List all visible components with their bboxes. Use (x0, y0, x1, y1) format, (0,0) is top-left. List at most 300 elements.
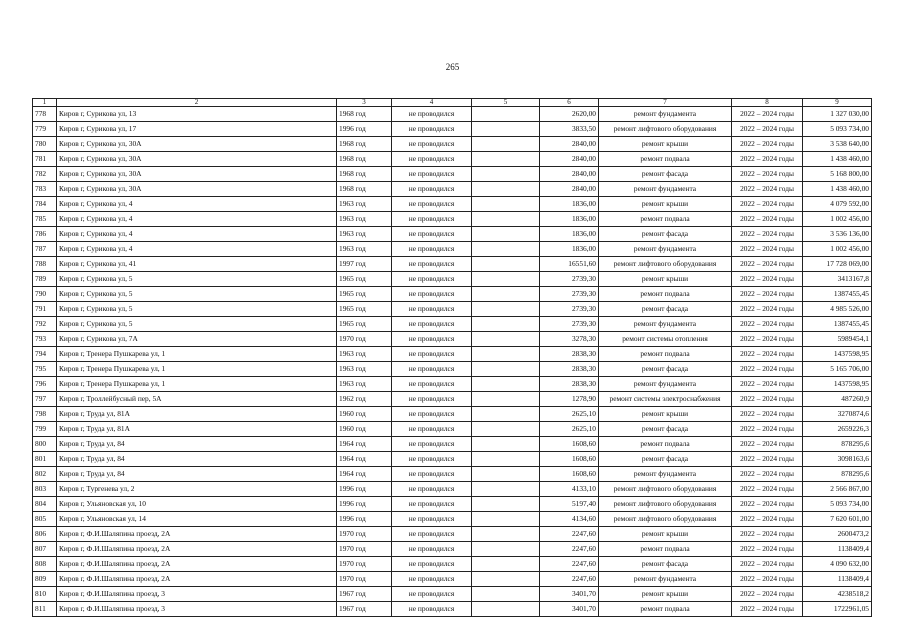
header-cell-5: 5 (472, 99, 540, 107)
address-cell: Киров г, Сурикова ул, 30А (57, 182, 337, 197)
address-cell: Киров г, Ф.И.Шаляпина проезд, 2А (57, 572, 337, 587)
row-number-cell: 782 (33, 167, 57, 182)
row-number-cell: 806 (33, 527, 57, 542)
cost-cell: 1387455,45 (803, 317, 872, 332)
build-year-cell: 1970 год (337, 527, 392, 542)
cost-cell: 5 093 734,00 (803, 122, 872, 137)
area-cell: 2840,00 (540, 137, 599, 152)
work-type-cell: ремонт фундамента (599, 107, 732, 122)
period-cell: 2022 – 2024 годы (732, 152, 803, 167)
address-cell: Киров г, Труда ул, 84 (57, 437, 337, 452)
work-type-cell: ремонт фасада (599, 227, 732, 242)
cost-cell: 1 002 456,00 (803, 242, 872, 257)
last-repair-cell: не проводился (392, 452, 472, 467)
last-repair-cell: не проводился (392, 407, 472, 422)
address-cell: Киров г, Тренера Пушкарева ул, 1 (57, 347, 337, 362)
period-cell: 2022 – 2024 годы (732, 572, 803, 587)
area-cell: 16551,60 (540, 257, 599, 272)
last-repair-cell: не проводился (392, 137, 472, 152)
table-row (33, 317, 872, 332)
build-year-cell: 1965 год (337, 287, 392, 302)
period-cell: 2022 – 2024 годы (732, 257, 803, 272)
last-repair-cell: не проводился (392, 572, 472, 587)
empty-column-cell (472, 377, 540, 392)
cost-cell: 2600473,2 (803, 527, 872, 542)
row-number-cell: 796 (33, 377, 57, 392)
empty-column-cell (472, 512, 540, 527)
address-cell: Киров г, Тренера Пушкарева ул, 1 (57, 362, 337, 377)
build-year-cell: 1965 год (337, 302, 392, 317)
table-row (33, 152, 872, 167)
address-cell: Киров г, Сурикова ул, 7А (57, 332, 337, 347)
work-type-cell: ремонт крыши (599, 527, 732, 542)
empty-column-cell (472, 152, 540, 167)
area-cell: 3278,30 (540, 332, 599, 347)
area-cell: 2247,60 (540, 542, 599, 557)
table-row (33, 302, 872, 317)
empty-column-cell (472, 602, 540, 617)
row-number-cell: 797 (33, 392, 57, 407)
period-cell: 2022 – 2024 годы (732, 587, 803, 602)
table-row (33, 542, 872, 557)
period-cell: 2022 – 2024 годы (732, 107, 803, 122)
area-cell: 1278,90 (540, 392, 599, 407)
area-cell: 2840,00 (540, 167, 599, 182)
row-number-cell: 785 (33, 212, 57, 227)
build-year-cell: 1963 год (337, 377, 392, 392)
area-cell: 1608,60 (540, 437, 599, 452)
row-number-cell: 794 (33, 347, 57, 362)
work-type-cell: ремонт фасада (599, 362, 732, 377)
empty-column-cell (472, 452, 540, 467)
empty-column-cell (472, 182, 540, 197)
work-type-cell: ремонт подвала (599, 287, 732, 302)
cost-cell: 4238518,2 (803, 587, 872, 602)
table-row (33, 437, 872, 452)
build-year-cell: 1968 год (337, 167, 392, 182)
build-year-cell: 1962 год (337, 392, 392, 407)
address-cell: Киров г, Ф.И.Шаляпина проезд, 3 (57, 587, 337, 602)
work-type-cell: ремонт подвала (599, 437, 732, 452)
cost-cell: 1 438 460,00 (803, 152, 872, 167)
empty-column-cell (472, 227, 540, 242)
empty-column-cell (472, 497, 540, 512)
period-cell: 2022 – 2024 годы (732, 362, 803, 377)
work-type-cell: ремонт подвала (599, 152, 732, 167)
period-cell: 2022 – 2024 годы (732, 242, 803, 257)
header-cell-6: 6 (540, 99, 599, 107)
work-type-cell: ремонт системы отопления (599, 332, 732, 347)
work-type-cell: ремонт фасада (599, 302, 732, 317)
period-cell: 2022 – 2024 годы (732, 467, 803, 482)
build-year-cell: 1968 год (337, 152, 392, 167)
area-cell: 2620,00 (540, 107, 599, 122)
row-number-cell: 795 (33, 362, 57, 377)
table-row (33, 482, 872, 497)
cost-cell: 4 985 526,00 (803, 302, 872, 317)
area-cell: 1608,60 (540, 452, 599, 467)
address-cell: Киров г, Тургенева ул, 2 (57, 482, 337, 497)
row-number-cell: 788 (33, 257, 57, 272)
period-cell: 2022 – 2024 годы (732, 542, 803, 557)
area-cell: 2739,30 (540, 272, 599, 287)
address-cell: Киров г, Сурикова ул, 30А (57, 152, 337, 167)
area-cell: 2625,10 (540, 422, 599, 437)
table-row (33, 377, 872, 392)
table-row (33, 122, 872, 137)
empty-column-cell (472, 212, 540, 227)
row-number-cell: 778 (33, 107, 57, 122)
build-year-cell: 1968 год (337, 107, 392, 122)
work-type-cell: ремонт лифтового оборудования (599, 257, 732, 272)
address-cell: Киров г, Тренера Пушкарева ул, 1 (57, 377, 337, 392)
last-repair-cell: не проводился (392, 212, 472, 227)
area-cell: 2739,30 (540, 287, 599, 302)
cost-cell: 1437598,95 (803, 377, 872, 392)
table-row (33, 167, 872, 182)
row-number-cell: 802 (33, 467, 57, 482)
table-row (33, 182, 872, 197)
repair-registry-table (32, 98, 872, 617)
empty-column-cell (472, 422, 540, 437)
work-type-cell: ремонт крыши (599, 407, 732, 422)
empty-column-cell (472, 572, 540, 587)
last-repair-cell: не проводился (392, 167, 472, 182)
cost-cell: 1138409,4 (803, 572, 872, 587)
work-type-cell: ремонт крыши (599, 137, 732, 152)
work-type-cell: ремонт фасада (599, 422, 732, 437)
row-number-cell: 792 (33, 317, 57, 332)
row-number-cell: 783 (33, 182, 57, 197)
address-cell: Киров г, Сурикова ул, 4 (57, 227, 337, 242)
work-type-cell: ремонт фундамента (599, 467, 732, 482)
table-row (33, 497, 872, 512)
build-year-cell: 1996 год (337, 482, 392, 497)
row-number-cell: 789 (33, 272, 57, 287)
period-cell: 2022 – 2024 годы (732, 272, 803, 287)
empty-column-cell (472, 107, 540, 122)
work-type-cell: ремонт фундамента (599, 317, 732, 332)
last-repair-cell: не проводился (392, 467, 472, 482)
row-number-cell: 798 (33, 407, 57, 422)
build-year-cell: 1996 год (337, 497, 392, 512)
work-type-cell: ремонт подвала (599, 212, 732, 227)
period-cell: 2022 – 2024 годы (732, 332, 803, 347)
table-row (33, 557, 872, 572)
row-number-cell: 804 (33, 497, 57, 512)
cost-cell: 1437598,95 (803, 347, 872, 362)
cost-cell: 878295,6 (803, 437, 872, 452)
empty-column-cell (472, 287, 540, 302)
period-cell: 2022 – 2024 годы (732, 512, 803, 527)
address-cell: Киров г, Сурикова ул, 4 (57, 212, 337, 227)
cost-cell: 3413167,8 (803, 272, 872, 287)
table-row (33, 347, 872, 362)
build-year-cell: 1970 год (337, 572, 392, 587)
last-repair-cell: не проводился (392, 527, 472, 542)
row-number-cell: 805 (33, 512, 57, 527)
last-repair-cell: не проводился (392, 107, 472, 122)
cost-cell: 1722961,05 (803, 602, 872, 617)
period-cell: 2022 – 2024 годы (732, 527, 803, 542)
build-year-cell: 1970 год (337, 557, 392, 572)
cost-cell: 3 536 136,00 (803, 227, 872, 242)
address-cell: Киров г, Сурикова ул, 4 (57, 197, 337, 212)
build-year-cell: 1965 год (337, 272, 392, 287)
empty-column-cell (472, 122, 540, 137)
build-year-cell: 1996 год (337, 512, 392, 527)
table-row (33, 242, 872, 257)
address-cell: Киров г, Ф.И.Шаляпина проезд, 2А (57, 527, 337, 542)
empty-column-cell (472, 167, 540, 182)
header-cell-3: 3 (337, 99, 392, 107)
header-cell-2: 2 (57, 99, 337, 107)
area-cell: 2838,30 (540, 347, 599, 362)
area-cell: 1836,00 (540, 242, 599, 257)
build-year-cell: 1996 год (337, 122, 392, 137)
table-row (33, 422, 872, 437)
address-cell: Киров г, Сурикова ул, 30А (57, 167, 337, 182)
table-row (33, 227, 872, 242)
cost-cell: 1 438 460,00 (803, 182, 872, 197)
empty-column-cell (472, 467, 540, 482)
work-type-cell: ремонт подвала (599, 542, 732, 557)
build-year-cell: 1963 год (337, 362, 392, 377)
address-cell: Киров г, Труда ул, 84 (57, 452, 337, 467)
period-cell: 2022 – 2024 годы (732, 287, 803, 302)
address-cell: Киров г, Сурикова ул, 4 (57, 242, 337, 257)
address-cell: Киров г, Сурикова ул, 5 (57, 302, 337, 317)
address-cell: Киров г, Ф.И.Шаляпина проезд, 3 (57, 602, 337, 617)
last-repair-cell: не проводился (392, 347, 472, 362)
last-repair-cell: не проводился (392, 152, 472, 167)
address-cell: Киров г, Сурикова ул, 5 (57, 272, 337, 287)
build-year-cell: 1970 год (337, 542, 392, 557)
area-cell: 3833,50 (540, 122, 599, 137)
empty-column-cell (472, 302, 540, 317)
last-repair-cell: не проводился (392, 437, 472, 452)
last-repair-cell: не проводился (392, 332, 472, 347)
header-cell-7: 7 (599, 99, 732, 107)
header-cell-9: 9 (803, 99, 872, 107)
work-type-cell: ремонт лифтового оборудования (599, 512, 732, 527)
work-type-cell: ремонт подвала (599, 602, 732, 617)
area-cell: 2625,10 (540, 407, 599, 422)
last-repair-cell: не проводился (392, 227, 472, 242)
period-cell: 2022 – 2024 годы (732, 482, 803, 497)
area-cell: 3401,70 (540, 587, 599, 602)
empty-column-cell (472, 407, 540, 422)
last-repair-cell: не проводился (392, 392, 472, 407)
header-cell-1: 1 (33, 99, 57, 107)
cost-cell: 2 566 867,00 (803, 482, 872, 497)
period-cell: 2022 – 2024 годы (732, 227, 803, 242)
table-row (33, 572, 872, 587)
build-year-cell: 1963 год (337, 212, 392, 227)
build-year-cell: 1968 год (337, 182, 392, 197)
empty-column-cell (472, 272, 540, 287)
table-row (33, 272, 872, 287)
row-number-cell: 799 (33, 422, 57, 437)
build-year-cell: 1963 год (337, 227, 392, 242)
empty-column-cell (472, 362, 540, 377)
empty-column-cell (472, 257, 540, 272)
row-number-cell: 781 (33, 152, 57, 167)
work-type-cell: ремонт фундамента (599, 377, 732, 392)
period-cell: 2022 – 2024 годы (732, 392, 803, 407)
build-year-cell: 1967 год (337, 602, 392, 617)
row-number-cell: 807 (33, 542, 57, 557)
last-repair-cell: не проводился (392, 497, 472, 512)
area-cell: 2838,30 (540, 377, 599, 392)
address-cell: Киров г, Троллейбусный пер, 5А (57, 392, 337, 407)
last-repair-cell: не проводился (392, 362, 472, 377)
cost-cell: 1387455,45 (803, 287, 872, 302)
period-cell: 2022 – 2024 годы (732, 167, 803, 182)
build-year-cell: 1963 год (337, 197, 392, 212)
header-row (33, 99, 872, 107)
period-cell: 2022 – 2024 годы (732, 497, 803, 512)
last-repair-cell: не проводился (392, 287, 472, 302)
table-row (33, 212, 872, 227)
address-cell: Киров г, Сурикова ул, 30А (57, 137, 337, 152)
cost-cell: 4 079 592,00 (803, 197, 872, 212)
last-repair-cell: не проводился (392, 257, 472, 272)
last-repair-cell: не проводился (392, 272, 472, 287)
empty-column-cell (472, 347, 540, 362)
address-cell: Киров г, Ф.И.Шаляпина проезд, 2А (57, 542, 337, 557)
address-cell: Киров г, Сурикова ул, 13 (57, 107, 337, 122)
period-cell: 2022 – 2024 годы (732, 197, 803, 212)
cost-cell: 3270874,6 (803, 407, 872, 422)
build-year-cell: 1964 год (337, 452, 392, 467)
empty-column-cell (472, 392, 540, 407)
work-type-cell: ремонт подвала (599, 347, 732, 362)
address-cell: Киров г, Ульяновская ул, 10 (57, 497, 337, 512)
work-type-cell: ремонт фундамента (599, 572, 732, 587)
last-repair-cell: не проводился (392, 122, 472, 137)
empty-column-cell (472, 197, 540, 212)
row-number-cell: 779 (33, 122, 57, 137)
build-year-cell: 1960 год (337, 407, 392, 422)
period-cell: 2022 – 2024 годы (732, 437, 803, 452)
period-cell: 2022 – 2024 годы (732, 137, 803, 152)
build-year-cell: 1964 год (337, 467, 392, 482)
period-cell: 2022 – 2024 годы (732, 377, 803, 392)
empty-column-cell (472, 332, 540, 347)
row-number-cell: 780 (33, 137, 57, 152)
row-number-cell: 809 (33, 572, 57, 587)
empty-column-cell (472, 242, 540, 257)
row-number-cell: 811 (33, 602, 57, 617)
work-type-cell: ремонт фасада (599, 167, 732, 182)
work-type-cell: ремонт лифтового оборудования (599, 482, 732, 497)
build-year-cell: 1964 год (337, 437, 392, 452)
table-row (33, 587, 872, 602)
cost-cell: 1 002 456,00 (803, 212, 872, 227)
address-cell: Киров г, Труда ул, 81А (57, 422, 337, 437)
last-repair-cell: не проводился (392, 377, 472, 392)
area-cell: 1836,00 (540, 227, 599, 242)
table-row (33, 467, 872, 482)
row-number-cell: 808 (33, 557, 57, 572)
work-type-cell: ремонт лифтового оборудования (599, 122, 732, 137)
period-cell: 2022 – 2024 годы (732, 122, 803, 137)
work-type-cell: ремонт фундамента (599, 182, 732, 197)
empty-column-cell (472, 317, 540, 332)
table-row (33, 197, 872, 212)
last-repair-cell: не проводился (392, 242, 472, 257)
area-cell: 2739,30 (540, 317, 599, 332)
cost-cell: 17 728 069,00 (803, 257, 872, 272)
area-cell: 5197,40 (540, 497, 599, 512)
row-number-cell: 810 (33, 587, 57, 602)
area-cell: 2247,60 (540, 572, 599, 587)
build-year-cell: 1970 год (337, 332, 392, 347)
address-cell: Киров г, Сурикова ул, 5 (57, 287, 337, 302)
address-cell: Киров г, Сурикова ул, 5 (57, 317, 337, 332)
address-cell: Киров г, Сурикова ул, 17 (57, 122, 337, 137)
page-number: 265 (445, 62, 460, 72)
work-type-cell: ремонт фасада (599, 452, 732, 467)
cost-cell: 3098163,6 (803, 452, 872, 467)
table-row (33, 527, 872, 542)
address-cell: Киров г, Сурикова ул, 41 (57, 257, 337, 272)
table-row (33, 602, 872, 617)
area-cell: 2739,30 (540, 302, 599, 317)
cost-cell: 5 165 706,00 (803, 362, 872, 377)
work-type-cell: ремонт фасада (599, 557, 732, 572)
cost-cell: 3 538 640,00 (803, 137, 872, 152)
table-row (33, 452, 872, 467)
table-body (33, 99, 872, 617)
area-cell: 4133,10 (540, 482, 599, 497)
cost-cell: 878295,6 (803, 467, 872, 482)
area-cell: 2247,60 (540, 557, 599, 572)
cost-cell: 7 620 601,00 (803, 512, 872, 527)
work-type-cell: ремонт крыши (599, 587, 732, 602)
cost-cell: 5989454,1 (803, 332, 872, 347)
last-repair-cell: не проводился (392, 587, 472, 602)
row-number-cell: 803 (33, 482, 57, 497)
build-year-cell: 1967 год (337, 587, 392, 602)
period-cell: 2022 – 2024 годы (732, 452, 803, 467)
period-cell: 2022 – 2024 годы (732, 347, 803, 362)
build-year-cell: 1997 год (337, 257, 392, 272)
period-cell: 2022 – 2024 годы (732, 212, 803, 227)
row-number-cell: 790 (33, 287, 57, 302)
table-row (33, 332, 872, 347)
table-row (33, 257, 872, 272)
empty-column-cell (472, 587, 540, 602)
table-row (33, 407, 872, 422)
table-row (33, 392, 872, 407)
last-repair-cell: не проводился (392, 197, 472, 212)
area-cell: 2247,60 (540, 527, 599, 542)
build-year-cell: 1963 год (337, 242, 392, 257)
work-type-cell: ремонт системы электроснабжения (599, 392, 732, 407)
cost-cell: 487260,9 (803, 392, 872, 407)
last-repair-cell: не проводился (392, 542, 472, 557)
empty-column-cell (472, 557, 540, 572)
work-type-cell: ремонт фундамента (599, 242, 732, 257)
last-repair-cell: не проводился (392, 602, 472, 617)
last-repair-cell: не проводился (392, 557, 472, 572)
build-year-cell: 1960 год (337, 422, 392, 437)
address-cell: Киров г, Труда ул, 81А (57, 407, 337, 422)
row-number-cell: 786 (33, 227, 57, 242)
period-cell: 2022 – 2024 годы (732, 602, 803, 617)
